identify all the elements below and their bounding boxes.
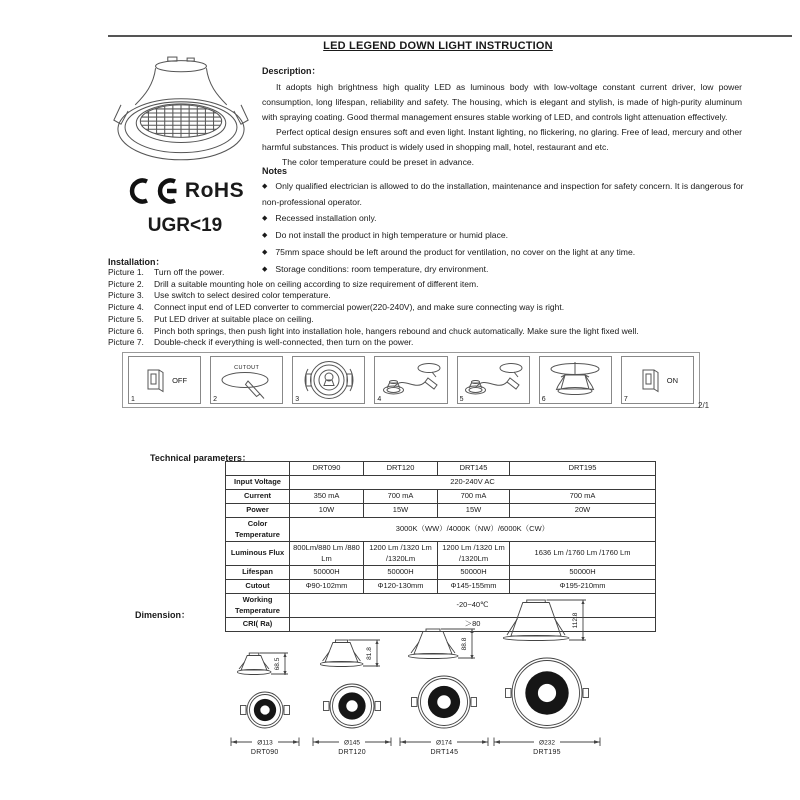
install-figure-7 bbox=[621, 356, 694, 404]
column-header: DRT090 bbox=[290, 462, 364, 476]
notes-section bbox=[262, 166, 746, 279]
ce-mark-icon bbox=[126, 178, 178, 204]
value-cell: 20W bbox=[510, 504, 656, 518]
diameter-dimension bbox=[311, 734, 393, 747]
diameter-dimension bbox=[492, 734, 602, 747]
row-label: Working Temperature bbox=[226, 594, 290, 618]
value-cell: Φ90-102mm bbox=[290, 580, 364, 594]
diamond-bullet-icon: ◆ bbox=[262, 231, 268, 239]
figure-number: 2 bbox=[213, 396, 218, 403]
step-text: Use switch to select desired color temperature. bbox=[154, 290, 331, 301]
figure-number: 7 bbox=[623, 396, 628, 403]
install-step bbox=[108, 290, 758, 302]
diameter-dimension bbox=[229, 734, 301, 747]
figure-number: 1 bbox=[131, 396, 135, 403]
dimension-figure-DRT120 bbox=[307, 639, 396, 756]
ugr-rating: UGR<19 bbox=[147, 215, 223, 236]
side-view-drawing bbox=[320, 639, 385, 672]
dimension-figures bbox=[222, 598, 602, 756]
description-heading: Description： bbox=[262, 66, 321, 76]
top-view-drawing bbox=[240, 688, 290, 732]
value-cell: 10W bbox=[290, 504, 364, 518]
step-label: Picture 3. bbox=[108, 290, 144, 301]
value-cell: 1636 Lm /1760 Lm /1760 Lm bbox=[510, 542, 656, 566]
value-cell: 15W bbox=[438, 504, 510, 518]
rohs-mark: RoHS bbox=[184, 179, 245, 202]
note-item bbox=[262, 211, 746, 227]
step-text: Connect input end of LED converter to commercial power(220-240V), and make sure connecting way is right. bbox=[154, 302, 565, 313]
table-corner-cell bbox=[226, 462, 290, 476]
description-paragraph: The color temperature could be preset in advance. bbox=[282, 157, 475, 167]
install-step bbox=[108, 337, 758, 349]
connect-cable-icon bbox=[380, 360, 442, 400]
description-paragraph: It adopts high brightness high quality LED as luminous body with low-voltage constant current driver, low power consumption, long lifespan, reliability and safety. The housing, which is elegant and stylish, is made of high-purity aluminum with spraying coating. Good thermal management ensures stable working of LED, and controls light attenuation effectively. bbox=[262, 82, 742, 122]
dimension-figure-DRT145 bbox=[397, 628, 492, 756]
step-label: Picture 7. bbox=[108, 337, 144, 348]
diamond-bullet-icon: ◆ bbox=[262, 214, 268, 222]
svg-text:Ø113: Ø113 bbox=[257, 739, 273, 747]
side-view-drawing bbox=[237, 652, 293, 680]
value-cell: 1200 Lm /1320 Lm /1320Lm bbox=[438, 542, 510, 566]
dimension-figure-DRT090 bbox=[222, 652, 307, 756]
value-cell: -20~40℃ bbox=[290, 594, 656, 618]
install-step bbox=[108, 267, 758, 279]
cutout-drill-icon bbox=[219, 371, 275, 401]
svg-text:81.8: 81.8 bbox=[365, 647, 373, 660]
value-cell: Φ195-210mm bbox=[510, 580, 656, 594]
install-figure-6 bbox=[539, 356, 612, 404]
value-cell: 1200 Lm /1320 Lm /1320Lm bbox=[364, 542, 438, 566]
value-cell: 50000H bbox=[510, 566, 656, 580]
note-text: Do not install the product in high temperature or humid place. bbox=[275, 229, 509, 240]
value-cell: 700 mA bbox=[438, 490, 510, 504]
top-view-drawing bbox=[323, 680, 381, 732]
row-label: Color Temperature bbox=[226, 518, 290, 542]
value-cell: 50000H bbox=[438, 566, 510, 580]
description-paragraph: Perfect optical design ensures soft and even light. Instant lighting, no flickering, no glaring. Free of lead, mercury and other harmful substances. This product is widely used in shopping mall, hotel, restaurant and etc. bbox=[262, 127, 742, 152]
svg-text:112.8: 112.8 bbox=[572, 612, 580, 629]
model-name: DRT120 bbox=[338, 749, 367, 756]
row-label: Luminous Flux bbox=[226, 542, 290, 566]
value-cell: 50000H bbox=[290, 566, 364, 580]
step-label: Picture 5. bbox=[108, 313, 144, 324]
certification-marks bbox=[118, 178, 252, 204]
model-name: DRT145 bbox=[430, 749, 459, 756]
step-text: Drill a suitable mounting hole on ceiling according to size requirement of different item. bbox=[154, 278, 479, 289]
model-name: DRT195 bbox=[533, 749, 561, 756]
column-header: DRT145 bbox=[438, 462, 510, 476]
downlight-top-icon bbox=[304, 359, 354, 401]
svg-text:68.5: 68.5 bbox=[273, 657, 281, 671]
row-label: Cutout bbox=[226, 580, 290, 594]
dimension-heading: Dimension： bbox=[135, 610, 191, 620]
doc-title: LED LEGEND DOWN LIGHT INSTRUCTION bbox=[323, 40, 553, 52]
note-text: 75mm space should be left around the product for ventilation, no cover on the light at any time. bbox=[275, 246, 636, 257]
row-label: Input Voltage bbox=[226, 476, 290, 490]
table-row bbox=[226, 566, 656, 580]
step-text: Turn off the power. bbox=[154, 267, 225, 277]
diamond-bullet-icon: ◆ bbox=[262, 248, 268, 256]
row-label: CRI( Ra) bbox=[226, 618, 290, 632]
column-header: DRT195 bbox=[510, 462, 656, 476]
svg-text:88.8: 88.8 bbox=[461, 637, 469, 651]
figure-number: 6 bbox=[541, 396, 546, 403]
install-steps bbox=[108, 267, 758, 349]
notes-list bbox=[262, 179, 746, 277]
installation-heading: Installation： bbox=[108, 257, 165, 267]
row-label: Current bbox=[226, 490, 290, 504]
figure-caption: OFF bbox=[172, 375, 188, 385]
step-label: Picture 1. bbox=[108, 267, 144, 277]
install-step bbox=[108, 302, 758, 314]
figure-number: 4 bbox=[377, 396, 382, 403]
value-cell: 700 mA bbox=[364, 490, 438, 504]
side-view-drawing bbox=[408, 628, 480, 664]
value-cell: 220-240V AC bbox=[290, 476, 656, 490]
step-label: Picture 4. bbox=[108, 302, 144, 313]
technical-heading: Technical parameters： bbox=[150, 453, 251, 463]
value-cell: Φ120-130mm bbox=[364, 580, 438, 594]
step-text: Put LED driver at suitable place on ceiling. bbox=[154, 313, 314, 324]
note-text: Recessed installation only. bbox=[275, 212, 377, 223]
note-item bbox=[262, 179, 746, 209]
model-name: DRT090 bbox=[250, 749, 279, 756]
install-figure-1 bbox=[128, 356, 201, 404]
row-label: Lifespan bbox=[226, 566, 290, 580]
push-into-ceiling-icon bbox=[547, 361, 603, 399]
figure-number: 3 bbox=[295, 396, 300, 403]
value-cell: 800Lm/880 Lm /880 Lm bbox=[290, 542, 364, 566]
top-view-drawing bbox=[411, 672, 477, 732]
value-cell: 3000K（WW）/4000K（NW）/6000K（CW） bbox=[290, 518, 656, 542]
value-cell: 350 mA bbox=[290, 490, 364, 504]
note-item bbox=[262, 245, 746, 261]
top-view-drawing bbox=[505, 654, 589, 732]
step-label: Picture 6. bbox=[108, 325, 144, 336]
install-step bbox=[108, 279, 758, 291]
step-text: Double-check if everything is well-connected, then turn on the power. bbox=[154, 337, 414, 348]
side-view-drawing bbox=[503, 599, 591, 646]
install-step bbox=[108, 326, 758, 338]
page-number: 2/1 bbox=[698, 401, 710, 410]
figure-caption: ON bbox=[666, 375, 679, 385]
install-figure-5 bbox=[457, 356, 530, 404]
notes-heading: Notes bbox=[262, 166, 288, 176]
step-text: Pinch both springs, then push light into installation hole, hangers rebound and chuck automatically. Make sure the light fixed well. bbox=[154, 325, 639, 336]
switch-on-icon bbox=[637, 366, 663, 395]
table-header-row bbox=[226, 462, 656, 476]
install-figure-3 bbox=[292, 356, 365, 404]
description-section bbox=[262, 64, 742, 170]
value-cell: Φ145-155mm bbox=[438, 580, 510, 594]
figure-number: 5 bbox=[459, 396, 464, 403]
table-row bbox=[226, 490, 656, 504]
table-row bbox=[226, 476, 656, 490]
column-header: DRT120 bbox=[364, 462, 438, 476]
diamond-bullet-icon: ◆ bbox=[262, 183, 268, 190]
install-figure-4 bbox=[374, 356, 447, 404]
svg-text:Ø174: Ø174 bbox=[436, 739, 453, 747]
step-label: Picture 2. bbox=[108, 278, 144, 289]
value-cell: 15W bbox=[364, 504, 438, 518]
svg-text:Ø232: Ø232 bbox=[539, 739, 555, 747]
value-cell: 50000H bbox=[364, 566, 438, 580]
svg-text:Ø145: Ø145 bbox=[344, 739, 361, 747]
diamond-bullet-icon: ◆ bbox=[262, 265, 268, 273]
note-text: Only qualified electrician is allowed to do the installation, maintenance and inspection for safety concern. It is dangerous for non-professional operator. bbox=[262, 181, 744, 207]
note-text: Storage conditions: room temperature, dry environment. bbox=[275, 263, 489, 274]
dimension-figure-DRT195 bbox=[492, 599, 602, 756]
row-label: Power bbox=[226, 504, 290, 518]
value-cell: 700 mA bbox=[510, 490, 656, 504]
switch-off-icon bbox=[142, 366, 168, 395]
figure-caption: CUTOUT bbox=[234, 365, 260, 371]
diameter-dimension bbox=[398, 734, 490, 747]
table-row bbox=[226, 518, 656, 542]
top-rule bbox=[108, 35, 792, 37]
install-step bbox=[108, 314, 758, 326]
table-row bbox=[226, 542, 656, 566]
install-figures bbox=[122, 352, 700, 408]
install-figure-2 bbox=[210, 356, 283, 404]
downlight-product-drawing bbox=[108, 54, 254, 172]
connect-cable-icon bbox=[462, 360, 524, 400]
table-row bbox=[226, 504, 656, 518]
value-cell: ＞80 bbox=[290, 618, 656, 632]
note-item bbox=[262, 228, 746, 244]
table-row bbox=[226, 580, 656, 594]
